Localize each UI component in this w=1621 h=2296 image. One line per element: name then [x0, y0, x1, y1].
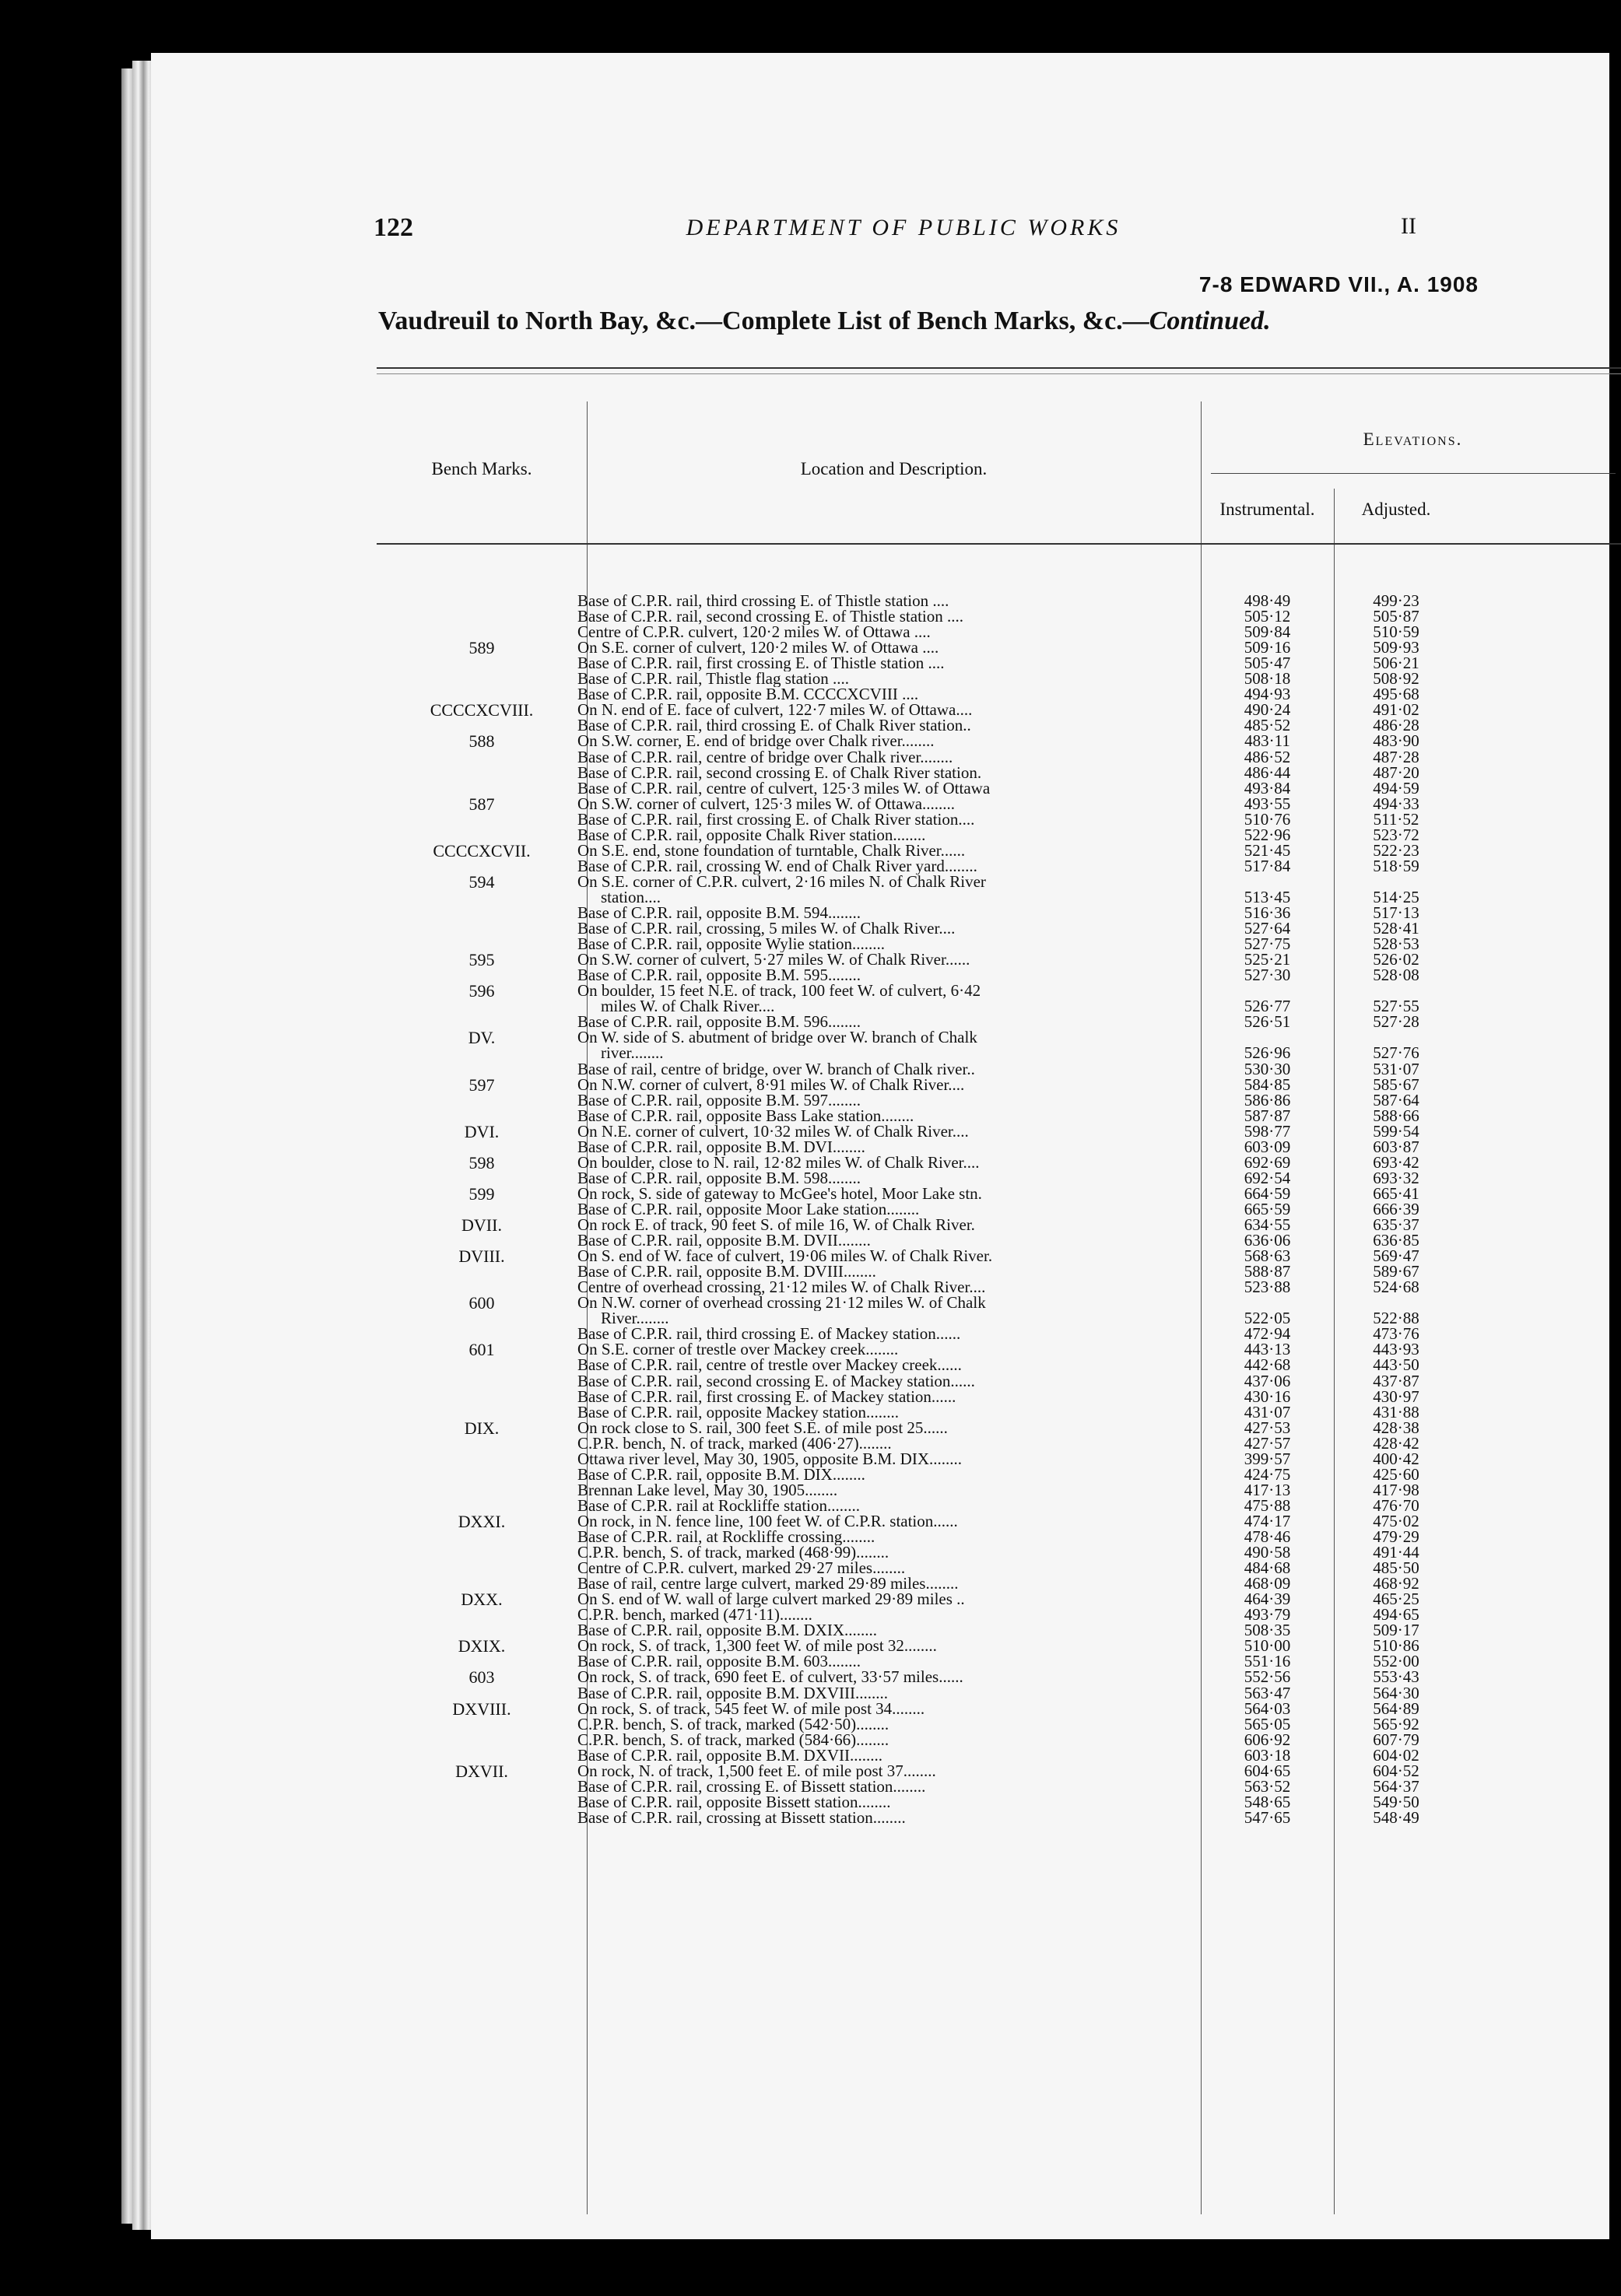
- description-cell: Base of C.P.R. rail, second crossing E. of Thistle station ....: [577, 608, 963, 626]
- description-cell: Base of C.P.R. rail, second crossing E. of Chalk River station.: [577, 764, 982, 781]
- adjusted-cell: 666·39: [1373, 1199, 1419, 1218]
- instrumental-cell: 603·09: [1244, 1137, 1291, 1156]
- description-cell: Base of C.P.R. rail, Thistle flag station ....: [577, 671, 850, 688]
- adjusted-cell: 604·52: [1373, 1761, 1419, 1780]
- header-rule-bottom: [377, 543, 1621, 545]
- description-cell: Base of C.P.R. rail, opposite B.M. 598........: [577, 1169, 861, 1187]
- description-cell: Brennan Lake level, May 30, 1905........: [577, 1481, 838, 1499]
- bench-mark-cell: DXVII.: [455, 1761, 508, 1781]
- adjusted-cell: 531·07: [1373, 1059, 1419, 1078]
- adjusted-cell: 475·02: [1373, 1511, 1419, 1530]
- description-cell: Base of C.P.R. rail, opposite B.M. 594........: [577, 905, 861, 921]
- adjusted-cell: 599·54: [1373, 1121, 1419, 1141]
- bench-mark-cell: 589: [468, 638, 495, 658]
- instrumental-cell: 505·12: [1244, 607, 1291, 626]
- description-cell: On rock close to S. rail, 300 feet S.E. of mile post 25......: [577, 1419, 948, 1436]
- description-cell: Ottawa river level, May 30, 1905, opposite B.M. DIX........: [577, 1450, 963, 1467]
- description-cell: On boulder, 15 feet N.E. of track, 100 feet W. of culvert, 6·42: [577, 983, 981, 1000]
- adjusted-cell: 564·89: [1373, 1698, 1419, 1718]
- description-cell: On S.W. corner of culvert, 125·3 miles W. of Ottawa........: [577, 795, 956, 812]
- instrumental-cell: 424·75: [1244, 1464, 1291, 1484]
- description-cell: Base of C.P.R. rail, centre of bridge over Chalk river........: [577, 748, 953, 766]
- description-cell: Base of C.P.R. rail, opposite B.M. DVI........: [577, 1138, 865, 1155]
- instrumental-cell: 692·54: [1244, 1168, 1291, 1187]
- description-cell: Base of rail, centre of bridge, over W. branch of Chalk river..: [577, 1060, 975, 1078]
- adjusted-cell: 499·23: [1373, 591, 1419, 610]
- adjusted-cell: 552·00: [1373, 1652, 1419, 1671]
- instrumental-cell: 437·06: [1244, 1371, 1291, 1390]
- adjusted-cell: 430·97: [1373, 1386, 1419, 1406]
- adjusted-cell: 491·02: [1373, 700, 1419, 720]
- description-cell: Base of C.P.R. rail, opposite B.M. DXIX........: [577, 1622, 877, 1639]
- bench-mark-cell: 587: [468, 794, 495, 814]
- adjusted-cell: 518·59: [1373, 856, 1419, 875]
- bench-mark-cell: DXX.: [461, 1590, 503, 1610]
- description-cell: Base of C.P.R. rail, opposite B.M. DXVII........: [577, 1747, 882, 1764]
- adjusted-cell: 522·88: [1373, 1309, 1419, 1328]
- instrumental-cell: 430·16: [1244, 1386, 1291, 1406]
- adjusted-cell: 468·92: [1373, 1574, 1419, 1593]
- adjusted-cell: 483·90: [1373, 731, 1419, 751]
- description-cell: On rock, in N. fence line, 100 feet W. of C.P.R. station......: [577, 1513, 958, 1530]
- description-cell: C.P.R. bench, marked (471·11)........: [577, 1607, 812, 1624]
- bench-mark-cell: 597: [468, 1074, 495, 1095]
- adjusted-cell: 524·68: [1373, 1278, 1419, 1297]
- bench-mark-cell: 595: [468, 950, 495, 970]
- instrumental-cell: 490·58: [1244, 1543, 1291, 1562]
- bench-mark-cell: 594: [468, 871, 495, 892]
- instrumental-cell: 475·88: [1244, 1495, 1291, 1515]
- description-cell: On W. side of S. abutment of bridge over W. branch of Chalk: [577, 1029, 977, 1046]
- adjusted-cell: 528·08: [1373, 966, 1419, 985]
- adjusted-cell: 487·20: [1373, 762, 1419, 782]
- instrumental-cell: 588·87: [1244, 1262, 1291, 1281]
- instrumental-cell: 526·96: [1244, 1043, 1291, 1063]
- adjusted-cell: 528·41: [1373, 919, 1419, 938]
- adjusted-cell: 522·23: [1373, 840, 1419, 860]
- instrumental-cell: 483·11: [1244, 731, 1290, 751]
- description-cell: On N.W. corner of overhead crossing 21·12 miles W. of Chalk: [577, 1295, 986, 1312]
- description-cell: On S.E. corner of trestle over Mackey creek........: [577, 1341, 899, 1358]
- description-cell: On S. end of W. wall of large culvert marked 29·89 miles ..: [577, 1591, 965, 1608]
- instrumental-cell: 587·87: [1244, 1106, 1291, 1125]
- adjusted-cell: 479·29: [1373, 1527, 1419, 1546]
- instrumental-cell: 498·49: [1244, 591, 1291, 610]
- adjusted-cell: 589·67: [1373, 1262, 1419, 1281]
- adjusted-cell: 523·72: [1373, 825, 1419, 844]
- adjusted-cell: 491·44: [1373, 1543, 1419, 1562]
- description-cell: Base of C.P.R. rail, opposite B.M. DXVIII........: [577, 1684, 888, 1702]
- adjusted-cell: 437·87: [1373, 1371, 1419, 1390]
- instrumental-cell: 485·52: [1244, 716, 1291, 735]
- adjusted-cell: 495·68: [1373, 685, 1419, 704]
- description-cell: Base of C.P.R. rail, opposite Moor Lake station........: [577, 1201, 920, 1218]
- instrumental-cell: 427·53: [1244, 1418, 1291, 1437]
- adjusted-cell: 514·25: [1373, 887, 1419, 906]
- description-cell: Base of C.P.R. rail, opposite Wylie station........: [577, 936, 885, 953]
- description-cell: Base of C.P.R. rail, crossing at Bissett station........: [577, 1809, 906, 1826]
- adjusted-cell: 603·87: [1373, 1137, 1419, 1156]
- session-label: 7-8 EDWARD VII., A. 1908: [1198, 272, 1479, 296]
- table-row: [151, 1014, 1609, 1030]
- adjusted-cell: 494·33: [1373, 794, 1419, 813]
- bench-mark-cell: DVI.: [464, 1121, 500, 1141]
- header-rule-top: [377, 367, 1621, 369]
- adjusted-cell: 431·88: [1373, 1402, 1419, 1421]
- instrumental-cell: 510·76: [1244, 809, 1291, 829]
- adjusted-cell: 494·65: [1373, 1605, 1419, 1625]
- description-cell: station....: [601, 889, 661, 906]
- document-page: [151, 53, 1609, 2239]
- instrumental-cell: 510·00: [1244, 1636, 1291, 1656]
- instrumental-cell: 478·46: [1244, 1527, 1291, 1546]
- adjusted-cell: 588·66: [1373, 1106, 1419, 1125]
- description-cell: Base of C.P.R. rail, opposite B.M. CCCCXCVIII ....: [577, 686, 919, 703]
- description-cell: Centre of C.P.R. culvert, marked 29·27 miles........: [577, 1560, 906, 1577]
- table-title-continued: Continued.: [1149, 307, 1271, 335]
- description-cell: miles W. of Chalk River....: [601, 998, 775, 1015]
- description-cell: On S.E. corner of C.P.R. culvert, 2·16 miles N. of Chalk River: [577, 873, 986, 890]
- instrumental-cell: 521·45: [1244, 840, 1291, 860]
- instrumental-cell: 493·55: [1244, 794, 1291, 813]
- description-cell: Base of C.P.R. rail, third crossing E. of Thistle station ....: [577, 593, 949, 609]
- adjusted-cell: 565·92: [1373, 1714, 1419, 1733]
- description-cell: On N.W. corner of culvert, 8·91 miles W. of Chalk River....: [577, 1076, 965, 1093]
- bench-mark-cell: CCCCXCVIII.: [430, 700, 534, 720]
- description-cell: Base of C.P.R. rail, opposite B.M. 596........: [577, 1014, 861, 1031]
- description-cell: On N.E. corner of culvert, 10·32 miles W. of Chalk River....: [577, 1123, 969, 1140]
- adjusted-cell: 494·59: [1373, 778, 1419, 797]
- instrumental-cell: 486·52: [1244, 747, 1291, 766]
- instrumental-cell: 522·96: [1244, 825, 1291, 844]
- description-cell: Base of C.P.R. rail, third crossing E. of Mackey station......: [577, 1326, 961, 1343]
- description-cell: On S.E. corner of culvert, 120·2 miles W. of Ottawa ....: [577, 640, 939, 657]
- header-adjusted: Adjusted.: [1361, 500, 1431, 519]
- description-cell: River........: [601, 1310, 669, 1327]
- table-row: [151, 967, 1609, 983]
- bench-mark-cell: 599: [468, 1183, 495, 1204]
- description-cell: Base of C.P.R. rail, crossing, 5 miles W. of Chalk River....: [577, 920, 956, 938]
- adjusted-cell: 509·93: [1373, 638, 1419, 657]
- description-cell: C.P.R. bench, S. of track, marked (542·50)........: [577, 1716, 889, 1733]
- adjusted-cell: 428·38: [1373, 1418, 1419, 1437]
- adjusted-cell: 693·42: [1373, 1152, 1419, 1172]
- instrumental-cell: 548·65: [1244, 1792, 1291, 1811]
- adjusted-cell: 511·52: [1373, 809, 1419, 829]
- instrumental-cell: 526·77: [1244, 997, 1291, 1016]
- instrumental-cell: 636·06: [1244, 1231, 1291, 1250]
- adjusted-cell: 428·42: [1373, 1433, 1419, 1453]
- adjusted-cell: 417·98: [1373, 1480, 1419, 1499]
- adjusted-cell: 517·13: [1373, 903, 1419, 922]
- instrumental-cell: 634·55: [1244, 1215, 1291, 1234]
- table-row: [151, 858, 1609, 875]
- adjusted-cell: 636·85: [1373, 1231, 1419, 1250]
- adjusted-cell: 487·28: [1373, 747, 1419, 766]
- description-cell: Base of C.P.R. rail, opposite B.M. 603........: [577, 1653, 861, 1670]
- header-instrumental: Instrumental.: [1219, 500, 1315, 519]
- adjusted-cell: 548·49: [1373, 1807, 1419, 1827]
- header-rule-thin: [377, 373, 1621, 374]
- instrumental-cell: 431·07: [1244, 1402, 1291, 1421]
- description-cell: Base of C.P.R. rail, opposite B.M. 595........: [577, 967, 861, 984]
- adjusted-cell: 585·67: [1373, 1074, 1419, 1094]
- adjusted-cell: 486·28: [1373, 716, 1419, 735]
- description-cell: On rock, N. of track, 1,500 feet E. of mile post 37........: [577, 1762, 936, 1779]
- adjusted-cell: 549·50: [1373, 1792, 1419, 1811]
- instrumental-cell: 547·65: [1244, 1807, 1291, 1827]
- bench-mark-cell: DXVIII.: [452, 1698, 511, 1719]
- instrumental-cell: 527·64: [1244, 919, 1291, 938]
- instrumental-cell: 692·69: [1244, 1152, 1291, 1172]
- instrumental-cell: 522·05: [1244, 1309, 1291, 1328]
- description-cell: Base of C.P.R. rail, opposite B.M. 597........: [577, 1092, 861, 1109]
- adjusted-cell: 527·28: [1373, 1012, 1419, 1032]
- instrumental-cell: 494·93: [1244, 685, 1291, 704]
- instrumental-cell: 517·84: [1244, 856, 1291, 875]
- table-title-main: Vaudreuil to North Bay, &c.—Complete List of Bench Marks, &c.—: [378, 307, 1149, 335]
- description-cell: C.P.R. bench, S. of track, marked (584·66)........: [577, 1731, 889, 1748]
- description-cell: Base of C.P.R. rail, crossing E. of Bissett station........: [577, 1778, 926, 1795]
- page-number: 122: [374, 213, 413, 242]
- description-cell: On boulder, close to N. rail, 12·82 miles W. of Chalk River....: [577, 1154, 980, 1171]
- instrumental-cell: 665·59: [1244, 1199, 1291, 1218]
- adjusted-cell: 587·64: [1373, 1090, 1419, 1109]
- adjusted-cell: 607·79: [1373, 1730, 1419, 1749]
- instrumental-cell: 530·30: [1244, 1059, 1291, 1078]
- description-cell: Base of C.P.R. rail, opposite B.M. DVIII........: [577, 1264, 876, 1281]
- table-title: [378, 307, 1574, 336]
- bench-mark-cell: DVIII.: [458, 1246, 505, 1267]
- page-edge: [132, 61, 153, 2230]
- header-location: Location and Description.: [800, 459, 988, 478]
- adjusted-cell: 553·43: [1373, 1667, 1419, 1687]
- instrumental-cell: 427·57: [1244, 1433, 1291, 1453]
- description-cell: Base of C.P.R. rail, centre of trestle over Mackey creek......: [577, 1357, 962, 1374]
- description-cell: On rock, S. of track, 545 feet W. of mile post 34........: [577, 1700, 925, 1717]
- adjusted-cell: 485·50: [1373, 1558, 1419, 1578]
- instrumental-cell: 603·18: [1244, 1745, 1291, 1765]
- adjusted-cell: 476·70: [1373, 1495, 1419, 1515]
- instrumental-cell: 526·51: [1244, 1012, 1291, 1032]
- bench-mark-cell: DXXI.: [458, 1511, 506, 1531]
- bench-mark-cell: 598: [468, 1152, 495, 1173]
- instrumental-cell: 468·09: [1244, 1574, 1291, 1593]
- adjusted-cell: 665·41: [1373, 1183, 1419, 1203]
- header-elevations: Elevations.: [1363, 429, 1463, 449]
- description-cell: Base of C.P.R. rail, at Rockliffe crossing........: [577, 1529, 875, 1545]
- instrumental-cell: 443·13: [1244, 1340, 1291, 1359]
- description-cell: On rock E. of track, 90 feet S. of mile 16, W. of Chalk River.: [577, 1217, 975, 1233]
- description-cell: river........: [601, 1045, 664, 1062]
- instrumental-cell: 563·47: [1244, 1683, 1291, 1702]
- adjusted-cell: 425·60: [1373, 1464, 1419, 1484]
- adjusted-cell: 528·53: [1373, 934, 1419, 954]
- instrumental-cell: 516·36: [1244, 903, 1291, 922]
- adjusted-cell: 510·86: [1373, 1636, 1419, 1656]
- instrumental-cell: 399·57: [1244, 1449, 1291, 1468]
- description-cell: Base of C.P.R. rail, opposite Chalk River station........: [577, 826, 926, 843]
- instrumental-cell: 552·56: [1244, 1667, 1291, 1687]
- description-cell: Centre of overhead crossing, 21·12 miles W. of Chalk River....: [577, 1279, 986, 1296]
- bench-mark-cell: 603: [468, 1667, 495, 1688]
- adjusted-cell: 473·76: [1373, 1324, 1419, 1344]
- description-cell: On rock, S. of track, 1,300 feet W. of mile post 32........: [577, 1638, 937, 1655]
- description-cell: On S.W. corner, E. end of bridge over Chalk river........: [577, 733, 935, 750]
- header-bench-marks: Bench Marks.: [431, 459, 532, 478]
- instrumental-cell: 586·86: [1244, 1090, 1291, 1109]
- adjusted-cell: 527·55: [1373, 997, 1419, 1016]
- adjusted-cell: 508·92: [1373, 669, 1419, 689]
- bench-mark-cell: 600: [468, 1293, 495, 1313]
- description-cell: Base of C.P.R. rail, first crossing E. of Chalk River station....: [577, 811, 975, 828]
- instrumental-cell: 584·85: [1244, 1074, 1291, 1094]
- adjusted-cell: 604·02: [1373, 1745, 1419, 1765]
- instrumental-cell: 551·16: [1244, 1652, 1291, 1671]
- description-cell: Centre of C.P.R. culvert, 120·2 miles W. of Ottawa ....: [577, 624, 931, 641]
- description-cell: Base of C.P.R. rail, opposite Mackey station........: [577, 1404, 899, 1421]
- adjusted-cell: 569·47: [1373, 1246, 1419, 1266]
- adjusted-cell: 564·37: [1373, 1776, 1419, 1796]
- description-cell: On S. end of W. face of culvert, 19·06 miles W. of Chalk River.: [577, 1248, 993, 1265]
- adjusted-cell: 526·02: [1373, 950, 1419, 969]
- description-cell: Base of C.P.R. rail, third crossing E. of Chalk River station..: [577, 717, 971, 734]
- adjusted-cell: 443·50: [1373, 1355, 1419, 1375]
- adjusted-cell: 564·30: [1373, 1683, 1419, 1702]
- table-row: [151, 1279, 1609, 1295]
- instrumental-cell: 509·16: [1244, 638, 1291, 657]
- description-cell: Base of rail, centre large culvert, marked 29·89 miles........: [577, 1576, 959, 1593]
- adjusted-cell: 506·21: [1373, 654, 1419, 673]
- description-cell: On S.E. end, stone foundation of turntable, Chalk River......: [577, 842, 966, 859]
- instrumental-cell: 598·77: [1244, 1121, 1291, 1141]
- instrumental-cell: 474·17: [1244, 1511, 1291, 1530]
- bench-mark-cell: DV.: [468, 1028, 496, 1048]
- department-title: DEPARTMENT OF PUBLIC WORKS: [686, 215, 1121, 240]
- instrumental-cell: 606·92: [1244, 1730, 1291, 1749]
- instrumental-cell: 664·59: [1244, 1183, 1291, 1203]
- description-cell: C.P.R. bench, S. of track, marked (468·99)........: [577, 1544, 889, 1562]
- bench-mark-cell: CCCCXCVII.: [433, 840, 531, 861]
- instrumental-cell: 417·13: [1244, 1480, 1291, 1499]
- instrumental-cell: 527·30: [1244, 966, 1291, 985]
- instrumental-cell: 486·44: [1244, 762, 1291, 782]
- adjusted-cell: 505·87: [1373, 607, 1419, 626]
- elevations-rule: [1211, 473, 1616, 474]
- adjusted-cell: 400·42: [1373, 1449, 1419, 1468]
- instrumental-cell: 604·65: [1244, 1761, 1291, 1780]
- instrumental-cell: 513·45: [1244, 887, 1291, 906]
- description-cell: C.P.R. bench, N. of track, marked (406·27)........: [577, 1435, 892, 1452]
- instrumental-cell: 493·84: [1244, 778, 1291, 797]
- description-cell: On S.W. corner of culvert, 5·27 miles W. of Chalk River......: [577, 952, 970, 969]
- adjusted-cell: 635·37: [1373, 1215, 1419, 1234]
- adjusted-cell: 509·17: [1373, 1621, 1419, 1640]
- instrumental-cell: 568·63: [1244, 1246, 1291, 1266]
- description-cell: Base of C.P.R. rail, opposite B.M. DIX........: [577, 1466, 865, 1483]
- instrumental-cell: 508·18: [1244, 669, 1291, 689]
- instrumental-cell: 472·94: [1244, 1324, 1291, 1344]
- table-row: [151, 1807, 1609, 1827]
- instrumental-cell: 442·68: [1244, 1355, 1291, 1375]
- adjusted-cell: 465·25: [1373, 1590, 1419, 1609]
- bench-mark-cell: 588: [468, 731, 495, 752]
- bench-mark-cell: 596: [468, 981, 495, 1001]
- instrumental-cell: 564·03: [1244, 1698, 1291, 1718]
- description-cell: Base of C.P.R. rail, opposite B.M. DVII........: [577, 1232, 871, 1250]
- instrumental-cell: 490·24: [1244, 700, 1291, 720]
- description-cell: On N. end of E. face of culvert, 122·7 miles W. of Ottawa....: [577, 702, 973, 719]
- bench-mark-cell: DIX.: [464, 1418, 500, 1438]
- running-head: [151, 213, 1609, 244]
- instrumental-cell: 523·88: [1244, 1278, 1291, 1297]
- instrumental-cell: 525·21: [1244, 950, 1291, 969]
- volume-mark: II: [1401, 213, 1416, 239]
- description-cell: Base of C.P.R. rail, first crossing E. of Thistle station ....: [577, 655, 945, 672]
- instrumental-cell: 508·35: [1244, 1621, 1291, 1640]
- description-cell: Base of C.P.R. rail, centre of culvert, 125·3 miles W. of Ottawa: [577, 780, 991, 797]
- bench-mark-cell: 601: [468, 1340, 495, 1360]
- description-cell: On rock, S. of track, 690 feet E. of culvert, 33·57 miles......: [577, 1669, 963, 1686]
- description-cell: Base of C.P.R. rail at Rockliffe station........: [577, 1497, 860, 1514]
- instrumental-cell: 493·79: [1244, 1605, 1291, 1625]
- description-cell: Base of C.P.R. rail, crossing W. end of Chalk River yard........: [577, 857, 977, 875]
- bench-mark-cell: DXIX.: [458, 1636, 506, 1656]
- instrumental-cell: 565·05: [1244, 1714, 1291, 1733]
- adjusted-cell: 693·32: [1373, 1168, 1419, 1187]
- description-cell: Base of C.P.R. rail, opposite Bass Lake station........: [577, 1107, 914, 1124]
- instrumental-cell: 464·39: [1244, 1590, 1291, 1609]
- instrumental-cell: 509·84: [1244, 622, 1291, 642]
- adjusted-cell: 527·76: [1373, 1043, 1419, 1063]
- instrumental-cell: 484·68: [1244, 1558, 1291, 1578]
- instrumental-cell: 505·47: [1244, 654, 1291, 673]
- instrumental-cell: 527·75: [1244, 934, 1291, 954]
- instrumental-cell: 563·52: [1244, 1776, 1291, 1796]
- bench-mark-cell: DVII.: [461, 1215, 502, 1235]
- adjusted-cell: 510·59: [1373, 622, 1419, 642]
- description-cell: Base of C.P.R. rail, opposite Bissett station........: [577, 1793, 891, 1811]
- description-cell: Base of C.P.R. rail, second crossing E. of Mackey station......: [577, 1372, 975, 1390]
- adjusted-cell: 443·93: [1373, 1340, 1419, 1359]
- description-cell: On rock, S. side of gateway to McGee's hotel, Moor Lake stn.: [577, 1185, 982, 1202]
- description-cell: Base of C.P.R. rail, first crossing E. of Mackey station......: [577, 1388, 956, 1405]
